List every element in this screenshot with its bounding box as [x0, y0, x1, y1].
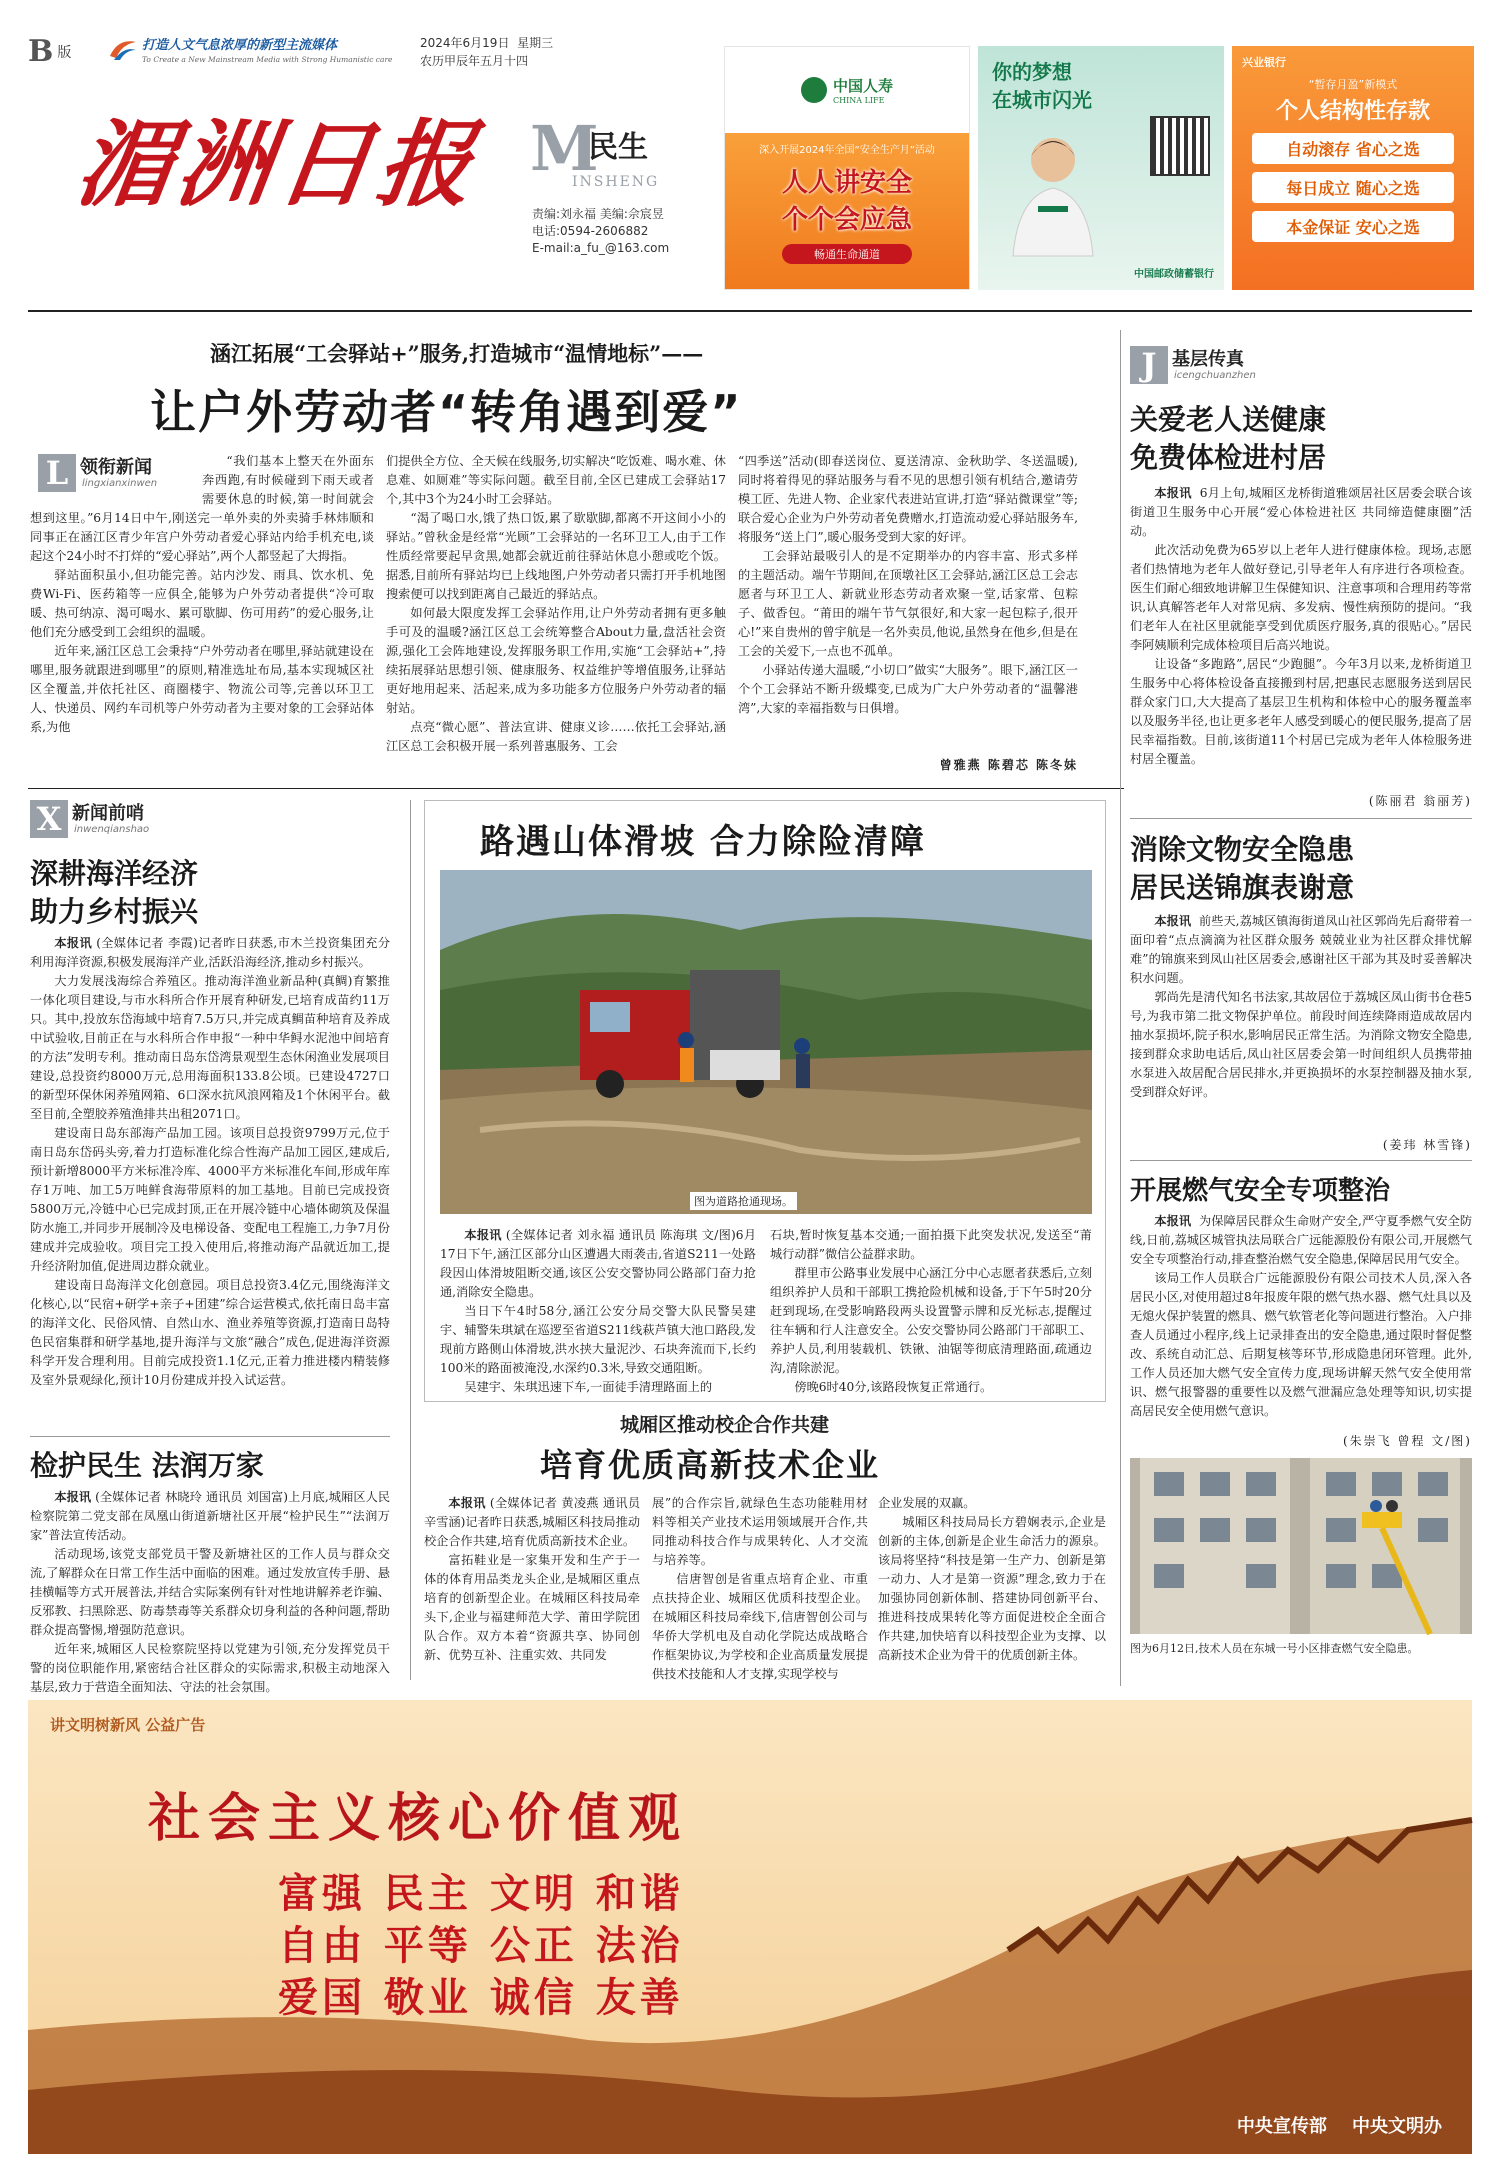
gas-photo-caption: 图为6月12日,技术人员在东城一号小区排查燃气安全隐患。 — [1130, 1642, 1419, 1655]
elderly-article-body — [1130, 484, 1472, 790]
procuratorate-reporter: (全媒体记者 林晓玲 通讯员 刘国富) — [95, 1490, 289, 1504]
tech-col2-para-2: 信唐智创是省重点培育企业、市重点扶持企业、城厢区优质科技型企业。在城厢区科技局牵线下,信唐智创公司与华侨大学机电及自动化学院达成战略合作框架协议,为学校和企业高质量发展提供技术技能和人才支撑,实现学校与 — [652, 1572, 868, 1681]
paper-name: 湄洲日报 — [70, 110, 486, 220]
gas-para-1: 为保障居民群众生命财产安全,严守夏季燃气安全防线,日前,荔城区城管执法局联合广远能源股份有限公司,开展燃气安全专项整治行动,排查整治燃气安全隐患,保障居民用气安全。 — [1130, 1214, 1473, 1266]
lead-section-pinyin: lingxianxinwen — [82, 477, 158, 489]
landslide-col1-para-1: 6月17日下午,涵江区部分山区遭遇大雨袭击,省道S211一处路段因山体滑坡阻断交通,该区公安交警协同公路部门奋力抢通,消除安全隐患。 — [440, 1228, 757, 1299]
procuratorate-para-1: 上月底,城厢区人民检察院第二党支部在凤凰山街道新塘社区开展“检护民生”“法润万家”普法宣传活动。 — [30, 1490, 391, 1542]
landslide-col-1 — [440, 1226, 756, 1392]
ad-postal-bank[interactable] — [978, 46, 1224, 290]
core-values-line-3: 爱国 敬业 诚信 友善 — [278, 1974, 684, 2021]
elderly-title-1: 关爱老人送健康 — [1130, 403, 1327, 436]
core-values-line-2: 自由 平等 公正 法治 — [278, 1922, 684, 1969]
lead-section-letter: L — [38, 454, 76, 492]
gas-photo — [1130, 1458, 1472, 1634]
elderly-para-3: 让设备“多跑路”,居民“少跑腿”。今年3月以来,龙桥街道卫生服务中心将体检设备直接搬到村居,把惠民志愿服务送到居民群众家门口,大大提高了基层卫生机构和体检中心的服务覆盖率以及服务半径,也让更多老年人感受到暖心的便民服务,提高了居民幸福指数。目前,该街道11个村居已完成为老年人体检服务进村居全覆盖。 — [1130, 657, 1472, 766]
section-name: 民生 — [588, 130, 648, 165]
marine-title-2: 助力乡村振兴 — [30, 895, 199, 928]
relic-title-2: 居民送锦旗表谢意 — [1130, 871, 1355, 904]
elderly-para-2: 此次活动免费为65岁以上老年人进行健康体检。现场,志愿者们热情地为老年人做好登记,引导老年人有序进行各项检查。医生们耐心细致地讲解卫生保健知识、注意事项和合理用药等常识,认真解答老年人对常见病、多发病、慢性病预防的提问。“我们老年人在社区里就能享受到优质医疗服务,真的很贴心。”居民李阿姨顺利完成体检项目后高兴地说。 — [1130, 543, 1472, 652]
industrial-bank-name: 兴业银行 — [1242, 56, 1286, 69]
gas-para-2: 该局工作人员联合广远能源股份有限公司技术人员,深入各居民小区,对使用超过8年报废年限的燃气热水器、燃气灶具以及无熄火保护装置的燃具、燃气软管老化等问题进行整治。入户排查人员通过小程序,线上记录排查出的安全隐患,通过限时督促整改、系统自动汇总、后期复核等环节,形成隐患闭环管理。此外,工作人员还加大燃气安全宣传力度,现场讲解天然气安全使用常识、燃气报警器的重要性以及燃气泄漏应急处理等知识,切实提高居民安全使用燃气意识。 — [1130, 1271, 1472, 1418]
tech-col1-para-1: 记者昨日获悉,城厢区科技局推动校企合作共建,培育优质高新技术企业。 — [424, 1515, 641, 1548]
landslide-photo-caption: 图为道路抢通现场。 — [690, 1192, 797, 1210]
slogan-logo-icon — [108, 36, 138, 62]
editor-credit: 责编:刘永福 美编:佘宸昱 — [532, 207, 664, 221]
china-life-caption: 深入开展2024年全国“安全生产月”活动 — [759, 145, 935, 156]
lead-col1-para-2: 驿站面积虽小,但功能完善。站内沙发、雨具、饮水机、免费Wi-Fi、医药箱等一应俱全,能够为户外劳动者提供“冷可取暖、热可纳凉、渴可喝水、累可歇脚、伤可用药”的爱心服务,让他们充分感受到工会组织的温暖。 — [30, 568, 374, 639]
china-life-logo-icon — [801, 77, 827, 103]
masthead-rule — [28, 310, 1472, 312]
elderly-lead: 本报讯 — [1154, 486, 1192, 500]
marine-article-body — [30, 934, 390, 1428]
landslide-title: 路遇山体滑坡 合力除险清障 — [480, 822, 926, 862]
tech-col-1 — [424, 1494, 640, 1684]
edition-letter: B — [28, 34, 54, 69]
tech-col1-para-2: 富拓鞋业是一家集开发和生产于一体的体育用品类龙头企业,是城厢区重点培育的创新型企业。在城厢区科技局牵头下,企业与福建师范大学、莆田学院团队合作。双方本着“资源共享、协同创新、优势互补、注重实效、共同发 — [424, 1553, 640, 1662]
news-front-section-letter: X — [30, 800, 68, 838]
left-rule-1 — [30, 1436, 390, 1437]
postal-slogan-2: 在城市闪光 — [992, 88, 1092, 112]
tech-kicker: 城厢区推动校企合作共建 — [620, 1414, 830, 1436]
edition-label — [28, 34, 71, 69]
marine-para-1: 记者昨日获悉,市木兰投资集团充分利用海洋资源,积极发展海洋产业,活跃沿海经济,推动乡村振兴。 — [30, 936, 391, 969]
right-column-divider — [1120, 330, 1121, 1686]
industrial-bank-title: 个人结构性存款 — [1275, 99, 1430, 124]
landslide-col1-para-2: 当日下午4时58分,涵江公安分局交警大队民警吴建宇、辅警朱琪斌在巡逻至省道S211线萩芦镇大池口路段,发现前方路侧山体滑坡,洪水挟大量泥沙、石块奔流而下,长约100米的路面被淹没,水深约0.3米,导致交通阻断。 — [440, 1304, 756, 1375]
gas-article-body — [1130, 1212, 1472, 1432]
relic-para-1: 前些天,荔城区镇海街道凤山社区郭尚先后裔带着一面印着“点点滴滴为社区群众服务 兢兢业业为社区群众排忧解难”的锦旗来到凤山社区居委会,感谢社区干部为其及时妥善解决积水问题。 — [1130, 914, 1473, 985]
tech-lead: 本报讯 — [448, 1496, 486, 1510]
tech-title: 培育优质高新技术企业 — [540, 1446, 881, 1484]
marine-para-2: 大力发展浅海综合养殖区。推动海洋渔业新品种(真鲷)育繁推一体化项目建设,与市水科所合作开展育种研发,已培育成苗约11万只。其中,投放东岱海域中培育7.5万只,并完成真鲷苗种培育及养成中试验收,目前正在与水科所合作申报“一种中华鲟水泥池中间培育的方法”发明专利。推动南日岛东岱湾景观型生态休闲渔业发展项目建设,总投资约8000万元,总用海面积133.8公顷。已建设4727口的新型环保休闲养殖网箱、6口深水抗风浪网箱及1个休闲平台。截至目前,全塑胶养殖渔排共出租2071口。 — [30, 974, 390, 1121]
china-life-footer: 畅通生命通道 — [782, 244, 912, 264]
edition-suffix: 版 — [57, 44, 72, 61]
gas-byline: (朱崇飞 曾程 文/图) — [1342, 1434, 1472, 1448]
industrial-bank-btn-1[interactable]: 自动滚存 省心之选 — [1252, 133, 1454, 164]
right-rule-2 — [1130, 1160, 1472, 1161]
postal-qr-icon — [1150, 116, 1210, 176]
ad-tag: 讲文明树新风 公益广告 — [50, 1716, 206, 1734]
relic-title-1: 消除文物安全隐患 — [1130, 833, 1355, 866]
tech-reporter: (全媒体记者 黄凌燕 通讯员 辛雪涵) — [424, 1496, 640, 1529]
elderly-byline: (陈丽君 翁丽芳) — [1368, 794, 1472, 808]
industrial-bank-tag: “暂存月盈”新模式 — [1308, 78, 1398, 91]
section-masthead — [530, 112, 710, 198]
elderly-para-1: 6月上旬,城厢区龙桥街道雅颂居社区居委会联合该街道卫生服务中心开展“爱心体检进社区 共同缔造健康圈”活动。 — [1130, 486, 1472, 538]
lead-col3-para-3: 小驿站传递大温暖,“小切口”做实“大服务”。眼下,涵江区一个个工会驿站不断升级蝶变,已成为广大户外劳动者的“温馨港湾”,大家的幸福指数与日俱增。 — [738, 663, 1078, 715]
lead-col-3 — [738, 452, 1078, 752]
relic-para-2: 郭尚先是清代知名书法家,其故居位于荔城区凤山街书仓巷5号,为我市第二批文物保护单位。前段时间连续降雨造成故居内抽水泵损坏,院子积水,影响居民正常生活。为消除文物安全隐患,接到群众求助电话后,凤山社区居委会第一时间组织人员携带抽水泵进入故居配合居民排水,并更换损坏的水泵控制器及抽水泵,受到群众好评。 — [1130, 990, 1472, 1099]
lead-byline: 曾雅燕 陈碧芯 陈冬妹 — [939, 758, 1078, 772]
grassroots-section-pinyin: icengchuanzhen — [1174, 369, 1256, 381]
relic-article-body — [1130, 912, 1472, 1134]
lead-col1-para-3: 近年来,涵江区总工会秉持“户外劳动者在哪里,驿站就建设在哪里,服务就跟进到哪里”的原则,精准选址布局,基本实现城区社区全覆盖,并依托社区、商圈楼宇、物流公司等,完善以环卫工人、快递员、网约车司机等户外劳动者为主要对象的工会驿站体系,为他 — [30, 644, 374, 734]
procuratorate-article-body — [30, 1488, 391, 1694]
right-rule-1 — [1130, 818, 1472, 819]
marine-para-4: 建设南日岛海洋文化创意园。项目总投资3.4亿元,围绕海洋文化核心,以“民宿+研学+亲子+团建”综合运营模式,依托南日岛丰富的海洋文化、民俗风情、自然山水、渔业养殖等资源,打造南日岛特色民宿集群和研学基地,提升海洋与文旅“融合”成色,促进海洋资源科学开发合理利用。目前完成投资1.1亿元,正着力推进楼内精装修及室外景观绿化,预计10月份建成并投入试运营。 — [30, 1278, 390, 1387]
gas-lead: 本报讯 — [1154, 1214, 1192, 1228]
lead-col3-para-1: “四季送”活动(即春送岗位、夏送清凉、金秋助学、冬送温暖),同时将着得见的驿站服务与看不见的思想引领有机结合,邀请劳模工匠、先进人物、企业家代表进站宣讲,打造“驿站微课堂”等;联合爱心企业为户外劳动者免费赠水,打造流动爱心驿站服务车,将服务“送上门”,暖心服务受到大家的好评。 — [738, 454, 1078, 544]
public-service-ad — [28, 1700, 1472, 2154]
relic-lead: 本报讯 — [1154, 914, 1192, 928]
postal-person-illustration — [998, 126, 1108, 256]
lead-col2-para-1: 们提供全方位、全天候在线服务,切实解决“吃饭难、喝水难、休息难、如厕难”等实际问题。截至目前,全区已建成工会驿站17个,其中3个为24小时工会驿站。 — [386, 454, 726, 506]
lead-bottom-rule — [28, 788, 1124, 789]
tech-col-2 — [652, 1494, 868, 1684]
issue-weekday: 星期三 — [517, 36, 554, 50]
issue-date: 2024年6月19日 — [420, 36, 510, 50]
ad-china-life[interactable] — [724, 46, 970, 290]
postal-bank-name: 中国邮政储蓄银行 — [1134, 269, 1214, 280]
landslide-col2-para-3: 傍晚6时40分,该路段恢复正常通行。 — [794, 1380, 993, 1394]
lead-kicker: 涵江拓展“工会驿站+”服务,打造城市“温情地标”—— — [210, 341, 704, 366]
section-big-letter: M — [530, 112, 599, 185]
industrial-bank-btn-3[interactable]: 本金保证 安心之选 — [1252, 211, 1454, 242]
industrial-bank-btn-2[interactable]: 每日成立 随心之选 — [1252, 172, 1454, 203]
relic-byline: (姜玮 林雪锋) — [1382, 1138, 1472, 1152]
landslide-col-2 — [770, 1226, 1092, 1392]
lead-col3-para-2: 工会驿站最吸引人的是不定期举办的内容丰富、形式多样的主题活动。端午节期间,在顶墩社区工会驿站,涵江区总工会志愿者与环卫工人、新就业形态劳动者欢聚一堂,话家常、包粽子、做香包。“莆田的端午节气氛很好,和大家一起包粽子,很开心!”来自贵州的曾宇航是一名外卖员,他说,虽然身在他乡,但是在工会的关爱下,一点也不孤单。 — [738, 549, 1078, 658]
landslide-col1-para-3: 吴建宇、朱琪迅速下车,一面徒手清理路面上的 — [464, 1380, 713, 1394]
landslide-reporter: (全媒体记者 刘永福 通讯员 陈海琪 文/图) — [505, 1228, 736, 1242]
procuratorate-para-3: 近年来,城厢区人民检察院坚持以党建为引领,充分发挥党员干警的岗位职能作用,紧密结合社区群众的实际需求,积极主动地深入基层,致力于营造全面知法、守法的社会氛围。 — [30, 1642, 390, 1694]
tech-col3-para-1: 企业发展的双赢。 — [878, 1496, 976, 1510]
ad-industrial-bank[interactable] — [1232, 46, 1474, 290]
ad-sponsor: 中央宣传部 中央文明办 — [1236, 2116, 1442, 2137]
section-pinyin: INSHENG — [572, 174, 660, 190]
issue-lunar-date: 农历甲辰年五月十四 — [420, 54, 529, 68]
lead-col1-para-1: “我们基本上整天在外面东奔西跑,有时候碰到下雨天或者需要休息的时候,第一时间就会想到这里。”6月14日中午,刚送完一单外卖的外卖骑手林炜顺和同事正在涵江区青少年宫户外劳动者爱心驿站内给手机充电,谈起这个24小时不打烊的“爱心驿站”,两个人都竖起了大拇指。 — [30, 454, 374, 563]
slogan-en: To Create a New Mainstream Media with Strong Humanistic care — [142, 55, 393, 64]
landslide-col2-para-1: 石块,暂时恢复基本交通;一面拍摄下此突发状况,发送至“莆城行动群”微信公益群求助。 — [770, 1228, 1092, 1261]
editor-phone: 电话:0594-2606882 — [532, 224, 649, 238]
lead-col-1 — [30, 452, 374, 780]
news-front-section-pinyin: inwenqianshao — [74, 823, 150, 835]
tech-col3-para-2: 城厢区科技局局长方碧娴表示,企业是创新的主体,创新是企业生命活力的源泉。该局将坚持“科技是第一生产力、创新是第一动力、人才是第一资源”理念,致力于在加强协同创新体制、搭建协同创新平台、推进科技成果转化等方面促进校企全面合作共建,加快培育以科技型企业为支撑、以高新技术企业为骨干的优质创新主体。 — [878, 1515, 1106, 1662]
lead-col2-para-2: “渴了喝口水,饿了热口饭,累了歇歇脚,都离不开这间小小的驿站。”曾秋金是经常“光顾”工会驿站的一名环卫工人,由于工作性质经常要起早贪黑,她都会就近前往驿站休息小憩或吃个饭。据悉,目前所有驿站均已上线地图,户外劳动者只需打开手机地图搜索便可以找到距离自己最近的驿站点。 — [386, 511, 726, 601]
china-life-brand: 中国人寿 — [832, 77, 893, 95]
procuratorate-para-2: 活动现场,该党支部党员干警及新塘社区的工作人员与群众交流,了解群众在日常工作生活中面临的困难。通过发放宣传手册、悬挂横幅等方式开展普法,并结合实际案例有针对性地讲解养老诈骗、反邪教、扫黑除恶、防毒禁毒等关系群众切身利益的各种问题,帮助群众提高警惕,增强防范意识。 — [30, 1547, 390, 1637]
grassroots-section-letter: J — [1130, 346, 1168, 384]
news-front-section-label — [30, 800, 149, 838]
gas-title: 开展燃气安全专项整治 — [1130, 1176, 1391, 1206]
landslide-photo — [440, 870, 1092, 1214]
core-values-title: 社会主义核心价值观 — [148, 1788, 689, 1849]
china-life-brand-en: CHINA LIFE — [832, 96, 885, 105]
procuratorate-lead: 本报讯 — [54, 1490, 92, 1504]
lead-col-2 — [386, 452, 726, 780]
tech-col-3 — [878, 1494, 1106, 1684]
marine-reporter: (全媒体记者 李霞) — [96, 936, 198, 950]
marine-title-1: 深耕海洋经济 — [30, 857, 199, 890]
procuratorate-title: 检护民生 法润万家 — [30, 1449, 264, 1482]
editor-email: E-mail:a_fu_@163.com — [532, 241, 670, 255]
china-life-slogan-1: 人人讲安全 — [781, 168, 912, 198]
lead-col2-para-3: 如何最大限度发挥工会驿站作用,让户外劳动者拥有更多触手可及的温暖?涵江区总工会统筹整合About力量,盘活社会资源,强化工会阵地建设,发挥服务职工作用,实施“工会驿站+”,持续拓展驿站思想引领、健康服务、权益维护等增值服务,让驿站更好地用起来、活起来,成为多功能多方位服务户外劳动者的辐射站。 — [386, 606, 726, 715]
marine-lead: 本报讯 — [54, 936, 92, 950]
landslide-col2-para-2: 群里市公路事业发展中心涵江分中心志愿者获悉后,立刻组织养护人员和干部职工携抢险机械和设备,于下午5时20分赶到现场,在受影响路段两头设置警示牌和反光标志,提醒过往车辆和行人注意安全。公安交警协同公路部门干部职工、养护人员,利用装载机、铁锹、油锯等彻底清理路面,疏通边沟,清除淤泥。 — [770, 1266, 1092, 1375]
slogan: 打造人文气息浓厚的新型主流媒体 — [142, 38, 338, 53]
news-front-section-name: 新闻前哨 — [72, 802, 144, 824]
elderly-title-2: 免费体检进村居 — [1130, 441, 1327, 474]
grassroots-section-name: 基层传真 — [1172, 348, 1244, 370]
lead-section-name: 领衔新闻 — [80, 456, 152, 478]
core-values-line-1: 富强 民主 文明 和谐 — [278, 1870, 684, 1917]
china-life-slogan-2: 个个会应急 — [781, 205, 912, 235]
lead-col2-para-4: 点亮“微心愿”、普法宣讲、健康义诊……依托工会驿站,涵江区总工会积极开展一系列普惠服务、工会 — [386, 720, 726, 753]
marine-para-3: 建设南日岛东部海产品加工园。该项目总投资9799万元,位于南日岛东岱码头旁,着力打造标准化综合性海产品加工园区,建成后,预计新增8000平方米标准冷库、4000平方米标准化车间,形成年库存1万吨、加工5万吨鲜食海带原料的加工基地。目前已完成投资5800万元,冷链中心已完成封顶,正在开展冷链中心墙体砌筑及保温防水施工,并同步开展制冷及电梯设备、变配电工程施工,力争7月份建成并完成验收。项目完工投入使用后,将推动海产品就近加工,提升经济附加值,促进周边群众就业。 — [30, 1126, 390, 1273]
left-column-divider — [410, 800, 411, 1680]
postal-slogan-1: 你的梦想 — [992, 60, 1072, 84]
grassroots-section-label — [1130, 346, 1256, 384]
lead-title: 让户外劳动者“转角遇到爱” — [150, 385, 743, 439]
landslide-lead: 本报讯 — [464, 1228, 502, 1242]
tech-col2-para-1: 展”的合作宗旨,就绿色生态功能鞋用材料等相关产业技术运用领域展开合作,共同推动科技合作与成果转化、人才交流与培养等。 — [652, 1496, 868, 1567]
